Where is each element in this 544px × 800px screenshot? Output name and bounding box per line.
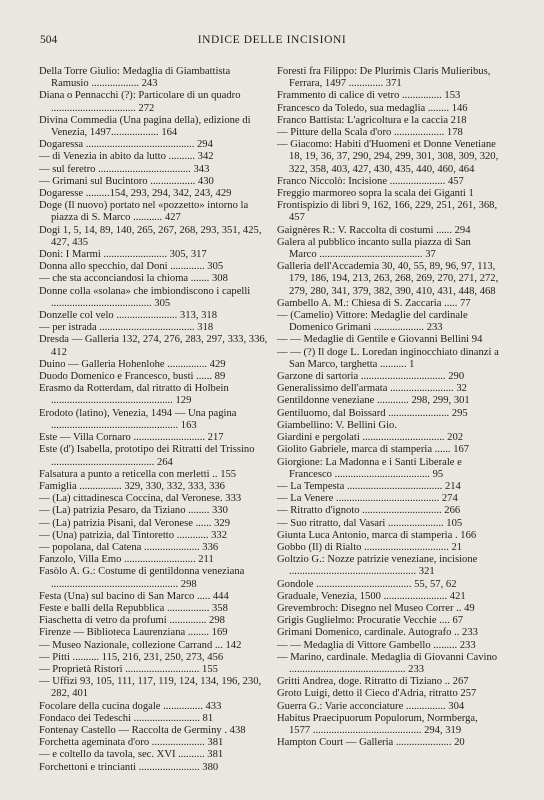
index-entry: — (La) cittadinesca Coccina, dal Veronese. 333 xyxy=(39,493,242,505)
index-entry: Gondole .................................... 55, 57, 62 xyxy=(277,578,457,590)
index-entry: — La Tempesta .................................... 214 xyxy=(277,480,461,492)
index-entry: Giorgione: La Madonna e i Santi Liberale e Francesco .................................... 95 xyxy=(277,456,462,480)
index-entry: Gentildonne veneziane ............ 298, 299, 301 xyxy=(277,395,470,407)
index-entry: Generalissimo dell'armata ........................ 32 xyxy=(277,383,467,395)
index-entry: Freggio marmoreo sopra la scala dei Giganti 1 xyxy=(277,188,474,200)
index-entry: Este — Villa Cornaro ........................... 217 xyxy=(39,432,224,444)
index-column-left xyxy=(39,66,269,774)
index-entry: Fondaco dei Tedeschi ......................... 81 xyxy=(39,712,214,724)
index-entry: Grigis Guglielmo: Procuratie Vecchie .... 67 xyxy=(277,615,464,627)
index-entry: Della Torre Giulio: Medaglia di Giambattista Ramusio .................. 243 xyxy=(39,66,231,90)
index-entry: Gentiluomo, dal Boissard ....................... 295 xyxy=(277,407,468,419)
index-entry: — Pitti .......... 115, 216, 231, 250, 273, 456 xyxy=(39,651,224,663)
index-entry: Frammento di calice di vetro ............... 153 xyxy=(277,90,461,102)
index-entry: Hampton Court — Galleria ..................... 20 xyxy=(277,737,465,749)
index-entry: Fontenay Castello — Raccolta de Germiny . 438 xyxy=(39,724,246,736)
index-entry: — che sta acconciandosi la chioma ....... 308 xyxy=(39,273,228,285)
index-entry: Grevembroch: Disegno nel Museo Correr .. 49 xyxy=(277,602,475,614)
index-entry: Erasmo da Rotterdam, dal ritratto di Holbein .............................................. 129 xyxy=(39,383,229,407)
index-entry: Forchettoni e trincianti ....................... 380 xyxy=(39,761,219,773)
index-entry: Gritti Andrea, doge. Ritratto di Tiziano .. 267 xyxy=(277,676,469,688)
index-entry: Firenze — Biblioteca Laurenziana ........ 169 xyxy=(39,627,228,639)
index-entry: Divina Commedia (Una pagina della), edizione di Venezia, 1497.................. 164 xyxy=(39,114,251,139)
index-entry: — Museo Nazionale, collezione Carrand ... 142 xyxy=(39,639,242,651)
index-entry: — Uffizi 93, 105, 111, 117, 119, 124, 134, 196, 230, 282, 401 xyxy=(39,676,262,700)
index-entry: Groto Luigi, detto il Cieco d'Adria, ritratto 257 xyxy=(277,688,477,700)
index-entry: Frontispizio di libri 9, 162, 166, 229, 251, 261, 368, 457 xyxy=(277,200,498,224)
index-entry: Dogaresse .........154, 293, 294, 342, 243, 429 xyxy=(39,188,232,200)
index-entry: Doni: I Marmi ........................ 305, 317 xyxy=(39,249,207,261)
index-entry: — (Una) patrizia, dal Tintoretto ............ 332 xyxy=(39,529,228,541)
index-entry: Franco Battista: L'agricoltura e la caccia 218 xyxy=(277,114,467,126)
index-entry: Fanzolo, Villa Emo ........................... 211 xyxy=(39,554,214,566)
index-entry: Focolare della cucina dogale ............... 433 xyxy=(39,700,222,712)
index-entry: — Ritratto d'ignoto .............................. 266 xyxy=(277,505,461,517)
index-entry: Francesco da Toledo, sua medaglia ........ 146 xyxy=(277,102,468,114)
index-entry: — e coltello da tavola, sec. XVI .......... 381 xyxy=(39,749,224,761)
index-entry: Donzelle col velo ....................... 313, 318 xyxy=(39,310,218,322)
index-entry: — (La) patrizia Pesaro, da Tiziano ........ 330 xyxy=(39,505,228,517)
page-header xyxy=(40,34,504,50)
index-entry: Goltzio G.: Nozze patrizie veneziane, incisione ................................................ 321 xyxy=(277,554,478,578)
index-entry: Festa (Una) sul bacino di San Marco ..... 444 xyxy=(39,590,229,602)
index-entry: — La Venere ....................................... 274 xyxy=(277,493,458,505)
index-entry: — — Medaglia di Vittore Gambello ......... 233 xyxy=(277,639,476,651)
index-entry: Habitus Praecipuorum Populorum, Normberga, 1577 ......................................... 294, 319 xyxy=(277,712,478,736)
index-entry: Fasòlo A. G.: Costume di gentildonna veneziana ................................................ 298 xyxy=(39,566,245,590)
index-entry: Este (d') Isabella, prototipo dei Ritratti del Trissino ....................................... 264 xyxy=(39,444,255,468)
index-entry: Famiglia ................ 329, 330, 332, 333, 336 xyxy=(39,480,225,492)
index-entry: — — Medaglie di Gentile e Giovanni Bellini 94 xyxy=(277,334,483,346)
index-entry: Dresda — Galleria 132, 274, 276, 283, 297, 333, 336, 412 xyxy=(39,334,268,358)
index-entry: Giolito Gabriele, marca di stamperia ...... 167 xyxy=(277,444,470,456)
index-entry: Erodoto (latino), Venezia, 1494 — Una pagina ................................................ 163 xyxy=(39,407,237,431)
index-entry: — Marino, cardinale. Medaglia di Giovanni Cavino ............................................ 233 xyxy=(277,651,498,675)
index-column-right xyxy=(277,66,499,749)
index-entry: — (La) patrizia Pisani, dal Veronese ...... 329 xyxy=(39,517,231,529)
index-entry: Duodo Domenico e Francesco, busti ...... 89 xyxy=(39,371,226,383)
index-entry: — Giacomo: Habiti d'Huomeni et Donne Venetiane 18, 19, 36, 37, 290, 294, 299, 301, 308, 309, 320, 322, 358, 403, 427, 430, 435, 440, 460, 464 xyxy=(277,139,499,175)
index-entry: Falsatura a punto a reticella con merletti .. 155 xyxy=(39,468,237,480)
index-entry: Foresti fra Filippo: De Plurimis Claris Mulieribus, Ferrara, 1497 ............. 371 xyxy=(277,66,491,90)
index-entry: Guerra G.: Varie acconciature ............... 304 xyxy=(277,700,465,712)
index-entry: — Pitture della Scala d'oro ................... 178 xyxy=(277,127,463,139)
index-entry: Fiaschetta di vetro da profumi .............. 298 xyxy=(39,615,225,627)
index-entry: Diana o Pennacchi (?): Particolare di un quadro ................................ 272 xyxy=(39,90,241,114)
index-entry: Dogi 1, 5, 14, 89, 140, 265, 267, 268, 293, 351, 425, 427, 435 xyxy=(39,224,262,248)
page-number: 504 xyxy=(40,34,58,46)
index-entry: Galera al pubblico incanto sulla piazza di San Marco ....................................... 37 xyxy=(277,236,471,261)
index-entry: — Proprietà Ristori ............................ 155 xyxy=(39,663,218,675)
index-entry: Donna allo specchio, dal Doni ............. 305 xyxy=(39,261,224,273)
index-entry: — Suo ritratto, dal Vasari ..................... 105 xyxy=(277,517,463,529)
index-entry: Gobbo (Il) di Rialto ................................ 21 xyxy=(277,541,463,553)
index-entry: Giambellino: V. Bellini Gio. xyxy=(277,419,397,431)
index-entry: Donne colla «solana» che imbiondiscono i capelli ...................................... 305 xyxy=(39,285,251,309)
index-entry: — di Venezia in abito da lutto .......... 342 xyxy=(39,151,214,163)
index-entry: Galleria dell'Accademia 30, 40, 55, 89, 96, 97, 113, 179, 186, 194, 213, 263, 268, 269, 270, 271, 272, 279, 280, 341, 379, 382, 390, 410, 431, 448, 468 xyxy=(277,261,499,297)
index-entry: Giunta Luca Antonio, marca di stamperia . 166 xyxy=(277,529,477,541)
index-entry: Graduale, Venezia, 1500 ........................ 421 xyxy=(277,590,466,602)
index-entry: Feste e balli della Repubblica ................ 358 xyxy=(39,602,228,614)
index-entry: Giardini e pergolati ............................... 202 xyxy=(277,432,464,444)
index-entry: — (Camelio) Vittore: Medaglie del cardinale Domenico Grimani ................... 233 xyxy=(277,310,468,334)
index-entry: Duino — Galleria Hohenlohe ............... 429 xyxy=(39,358,226,370)
index-entry: — per istrada .................................... 318 xyxy=(39,322,214,334)
running-title: INDICE DELLE INCISIONI xyxy=(197,34,347,46)
index-entry: Doge (Il nuovo) portato nel «pozzetto» intorno la piazza di S. Marco ........... 427 xyxy=(39,200,249,224)
index-entry: Dogaressa ......................................... 294 xyxy=(39,139,213,151)
index-entry: Forchetta ageminata d'oro .................... 381 xyxy=(39,737,224,749)
index-entry: Gaignères R.: V. Raccolta di costumi ...... 294 xyxy=(277,224,471,236)
index-entry: Grimani Domenico, cardinale. Autografo .. 233 xyxy=(277,627,478,639)
index-entry: — Grimani sul Bucintoro ................. 430 xyxy=(39,175,214,187)
index-entry: — — (?) Il doge L. Loredan inginocchiato dinanzi a San Marco, targhetta .......... 1 xyxy=(277,346,499,370)
index-entry: — popolana, dal Catena ..................... 336 xyxy=(39,541,219,553)
index-entry: Garzone di sartoria ................................ 290 xyxy=(277,371,465,383)
index-entry: Franco Niccolò: Incisione ..................... 457 xyxy=(277,175,464,187)
index-entry: Gambello A. M.: Chiesa di S. Zaccaria ..... 77 xyxy=(277,297,471,309)
index-entry: — sul feretro ................................... 343 xyxy=(39,163,210,175)
